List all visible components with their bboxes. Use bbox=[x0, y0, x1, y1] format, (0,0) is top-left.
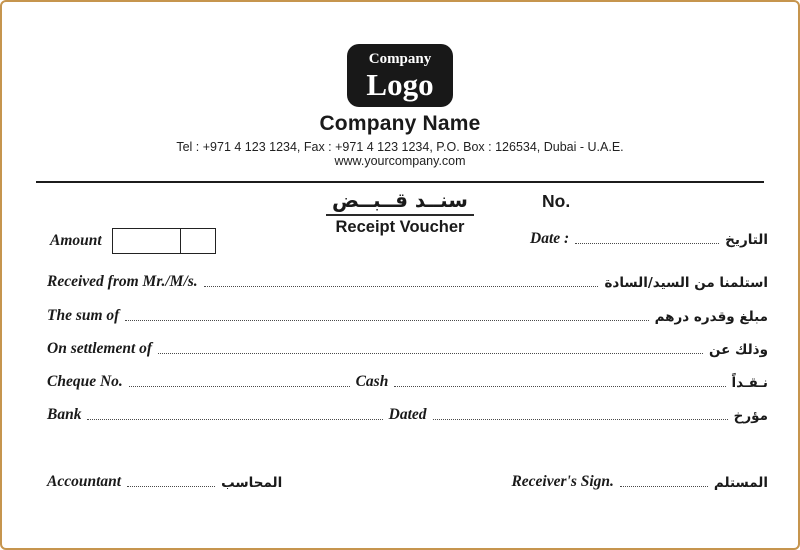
contact-line: Tel : +971 4 123 1234, Fax : +971 4 123 1234, P.O. Box : 126534, Dubai - U.A.E. bbox=[176, 140, 624, 154]
amount-label: Amount bbox=[50, 232, 102, 249]
cheque-no-fill-line[interactable] bbox=[129, 386, 350, 387]
date-label: Date : bbox=[530, 230, 570, 247]
settlement-label: On settlement of bbox=[47, 340, 153, 357]
amount-row bbox=[50, 228, 216, 254]
bank-label: Bank bbox=[47, 406, 82, 423]
sum-of-label: The sum of bbox=[47, 307, 120, 324]
accountant-label: Accountant bbox=[47, 473, 122, 490]
header-divider bbox=[36, 181, 764, 183]
date-label-arabic: التاريخ bbox=[725, 232, 768, 248]
voucher-number-label: No. bbox=[542, 191, 571, 211]
signature-row bbox=[47, 469, 768, 491]
received-from-row bbox=[47, 269, 768, 291]
bank-fill-line[interactable] bbox=[87, 419, 382, 420]
dated-label-arabic: مؤرخ bbox=[733, 408, 768, 424]
amount-main-cell[interactable] bbox=[113, 229, 181, 253]
received-from-fill-line[interactable] bbox=[204, 286, 599, 287]
amount-fils-cell[interactable] bbox=[181, 229, 215, 253]
settlement-row bbox=[47, 336, 768, 358]
receiver-sign-line[interactable] bbox=[620, 486, 708, 487]
sum-of-row bbox=[47, 303, 768, 325]
date-row bbox=[530, 226, 768, 248]
company-name: Company Name bbox=[319, 112, 481, 135]
settlement-fill-line[interactable] bbox=[158, 353, 703, 354]
cash-label-arabic: نـقـداً bbox=[731, 375, 768, 391]
logo-text-logo: Logo bbox=[366, 67, 434, 102]
cheque-no-label: Cheque No. bbox=[47, 373, 123, 390]
cheque-row bbox=[47, 369, 768, 391]
accountant-signature-group bbox=[47, 469, 282, 491]
date-fill-line[interactable] bbox=[575, 243, 719, 244]
company-logo bbox=[347, 44, 453, 107]
voucher-title-arabic: سنــد قــبــض bbox=[326, 188, 474, 216]
cash-fill-line[interactable] bbox=[394, 386, 725, 387]
sum-of-fill-line[interactable] bbox=[125, 320, 648, 321]
header bbox=[2, 44, 798, 168]
voucher-title-english: Receipt Voucher bbox=[335, 218, 465, 236]
bank-row bbox=[47, 402, 768, 424]
receiver-signature-group bbox=[511, 469, 768, 491]
accountant-sign-line[interactable] bbox=[127, 486, 215, 487]
accountant-label-arabic: المحاسب bbox=[221, 475, 283, 491]
website-url: www.yourcompany.com bbox=[334, 154, 466, 168]
received-from-label: Received from Mr./M/s. bbox=[47, 273, 198, 290]
cash-label: Cash bbox=[355, 373, 389, 390]
dated-label: Dated bbox=[388, 406, 427, 423]
settlement-label-arabic: وذلك عن bbox=[708, 342, 768, 358]
dated-fill-line[interactable] bbox=[433, 419, 728, 420]
received-from-label-arabic: استلمنا من السيد/السادة bbox=[604, 275, 768, 291]
receiver-label-arabic: المستلم bbox=[713, 475, 768, 491]
logo-text-company: Company bbox=[368, 51, 432, 67]
sum-of-label-arabic: مبلغ وقدره درهم bbox=[654, 309, 768, 325]
receiver-sign-label: Receiver's Sign. bbox=[511, 473, 614, 490]
amount-box bbox=[112, 228, 216, 254]
